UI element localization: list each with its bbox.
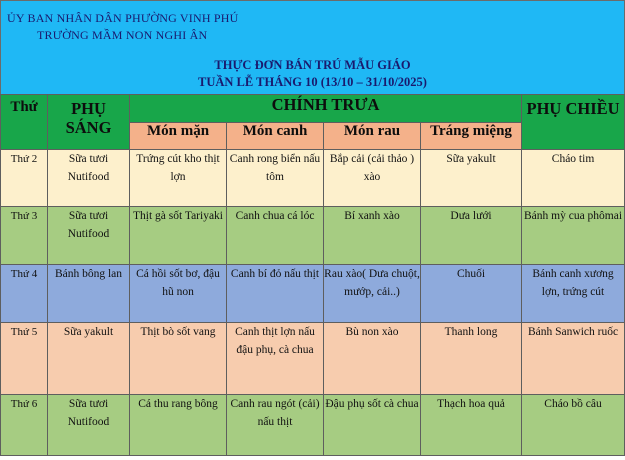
breakfast-cell: Sữa yakult	[48, 323, 130, 395]
col-header-soup: Món canh	[227, 123, 324, 150]
veg-cell: Bí xanh xào	[324, 207, 421, 265]
afternoon-cell: Cháo bồ câu	[522, 395, 625, 456]
dessert-cell: Sữa yakult	[421, 150, 522, 207]
header-banner	[0, 0, 625, 96]
afternoon-cell: Bánh mỳ cua phômai	[522, 207, 625, 265]
main-dish-cell: Thịt gà sốt Tariyaki	[130, 207, 227, 265]
table-row	[1, 323, 625, 395]
dessert-cell: Thạch hoa quả	[421, 395, 522, 456]
day-cell: Thứ 5	[1, 323, 48, 395]
header-row-1	[1, 95, 625, 123]
day-cell: Thứ 6	[1, 395, 48, 456]
soup-cell: Canh rong biển nấu tôm	[227, 150, 324, 207]
table-row	[1, 265, 625, 323]
main-dish-cell: Thịt bò sốt vang	[130, 323, 227, 395]
table-row	[1, 150, 625, 207]
main-dish-cell: Cá thu rang bông	[130, 395, 227, 456]
table-row	[1, 207, 625, 265]
afternoon-cell: Cháo tim	[522, 150, 625, 207]
day-cell: Thứ 4	[1, 265, 48, 323]
col-header-lunch: CHÍNH TRƯA	[130, 95, 522, 123]
soup-cell: Canh rau ngót (cải) nấu thịt	[227, 395, 324, 456]
menu-table	[0, 94, 625, 456]
col-header-afternoon: PHỤ CHIỀU	[522, 95, 625, 150]
col-header-dessert: Tráng miệng	[421, 123, 522, 150]
school-name: TRƯỜNG MẦM NON NGHI ÂN	[37, 28, 208, 42]
dessert-cell: Dưa lưới	[421, 207, 522, 265]
menu-title: THỰC ĐƠN BÁN TRÚ MẪU GIÁO	[214, 58, 411, 72]
table-row	[1, 395, 625, 456]
breakfast-cell: Bánh bông lan	[48, 265, 130, 323]
soup-cell: Canh thịt lợn nấu đậu phụ, cà chua	[227, 323, 324, 395]
menu-week: TUẦN LỄ THÁNG 10 (13/10 – 31/10/2025)	[198, 75, 427, 89]
main-dish-cell: Cá hồi sốt bơ, đậu hũ non	[130, 265, 227, 323]
dessert-cell: Thanh long	[421, 323, 522, 395]
veg-cell: Bắp cải (cải thảo ) xào	[324, 150, 421, 207]
veg-cell: Rau xào( Dưa chuột, mướp, cải..)	[324, 265, 421, 323]
main-dish-cell: Trứng cút kho thịt lợn	[130, 150, 227, 207]
breakfast-cell: Sữa tươi Nutifood	[48, 207, 130, 265]
soup-cell: Canh chua cá lóc	[227, 207, 324, 265]
soup-cell: Canh bí đỏ nấu thịt	[227, 265, 324, 323]
veg-cell: Bù non xào	[324, 323, 421, 395]
breakfast-cell: Sữa tươi Nutifood	[48, 150, 130, 207]
dessert-cell: Chuối	[421, 265, 522, 323]
veg-cell: Đậu phụ sốt cà chua	[324, 395, 421, 456]
afternoon-cell: Bánh Sanwich ruốc	[522, 323, 625, 395]
col-header-day: Thứ	[1, 95, 48, 150]
col-header-main: Món mặn	[130, 123, 227, 150]
day-cell: Thứ 2	[1, 150, 48, 207]
breakfast-cell: Sữa tươi Nutifood	[48, 395, 130, 456]
org-name: ỦY BAN NHÂN DÂN PHƯỜNG VINH PHÚ	[7, 11, 239, 25]
col-header-breakfast: PHỤ SÁNG	[48, 95, 130, 150]
day-cell: Thứ 3	[1, 207, 48, 265]
col-header-veg: Món rau	[324, 123, 421, 150]
afternoon-cell: Bánh canh xương lợn, trứng cút	[522, 265, 625, 323]
